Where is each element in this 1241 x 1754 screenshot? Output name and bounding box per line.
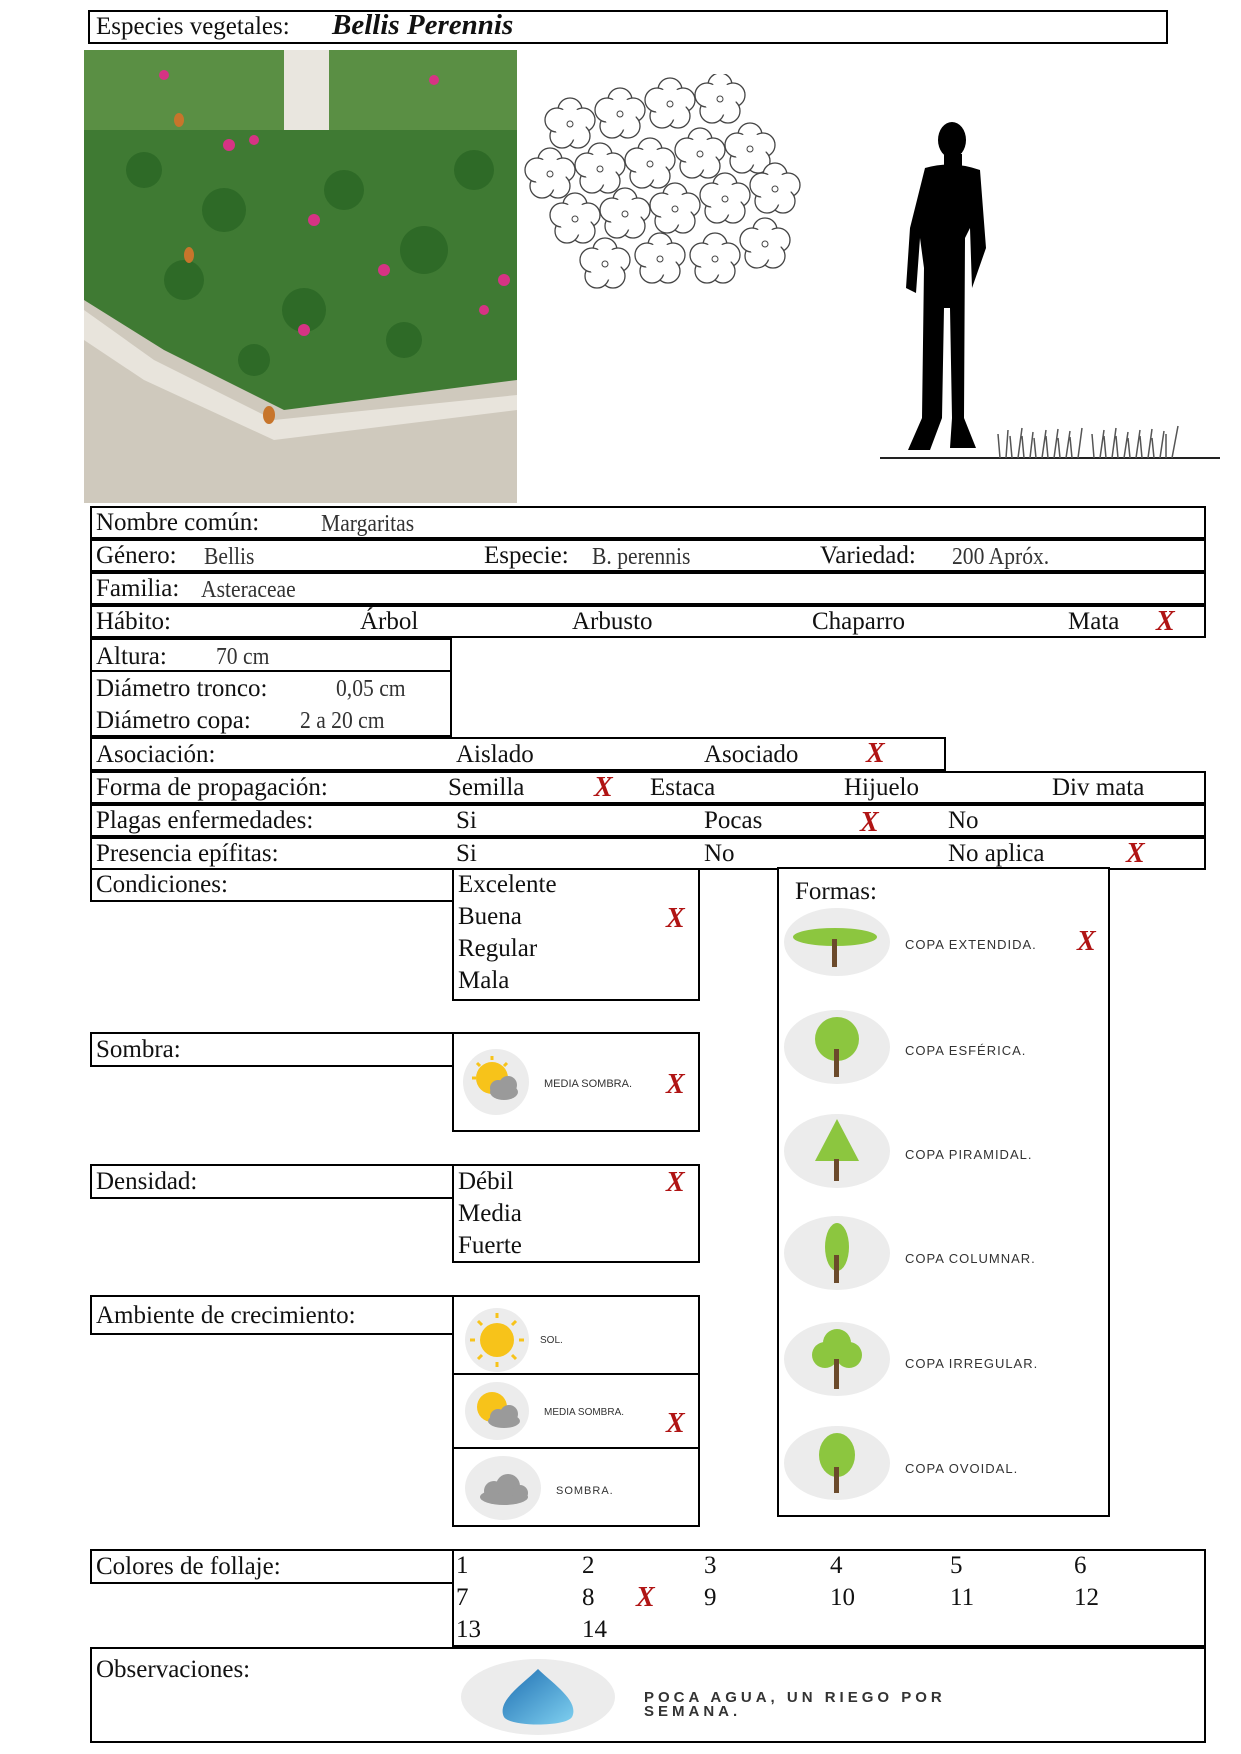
environment-divider-1 xyxy=(454,1373,700,1375)
foliage-number: 13 xyxy=(456,1616,481,1643)
ovoid-crown-tree-icon xyxy=(783,1425,891,1501)
half-shade-icon xyxy=(462,1048,530,1116)
sun-icon xyxy=(464,1307,530,1373)
forms-option-columnar: COPA COLUMNAR. xyxy=(905,1251,1036,1266)
conditions-option-bad: Mala xyxy=(458,967,510,994)
observations-box xyxy=(90,1647,1206,1743)
propagation-option-cutting: Estaca xyxy=(650,774,716,801)
columnar-crown-tree-icon xyxy=(783,1215,891,1291)
density-option-weak: Débil xyxy=(458,1168,514,1195)
foliage-number: 9 xyxy=(704,1584,717,1611)
foliage-number: 6 xyxy=(1074,1552,1087,1579)
forms-label: Formas: xyxy=(795,878,877,905)
habit-row xyxy=(90,605,1206,638)
propagation-row xyxy=(90,771,1206,804)
forms-box xyxy=(777,867,1110,1517)
half-shade-icon xyxy=(464,1381,530,1441)
shade-option-caption: MEDIA SOMBRA. xyxy=(544,1078,633,1090)
species-label: Especie: xyxy=(484,542,569,569)
epiphytes-option-no: No xyxy=(704,840,735,867)
foliage-number: 4 xyxy=(830,1552,843,1579)
foliage-number: 12 xyxy=(1074,1584,1099,1611)
cloud-icon xyxy=(464,1455,542,1521)
foliage-number: 3 xyxy=(704,1552,717,1579)
genus-label: Género: xyxy=(96,542,177,569)
habit-option-shrub: Arbusto xyxy=(572,608,653,635)
foliage-mark: X xyxy=(636,1582,655,1613)
observations-text-line1: POCA AGUA, UN RIEGO POR xyxy=(644,1689,946,1706)
association-option-isolated: Aislado xyxy=(456,741,534,768)
foliage-number: 10 xyxy=(830,1584,855,1611)
family-value: Asteraceae xyxy=(201,577,296,603)
environment-option-half-shade: MEDIA SOMBRA. xyxy=(544,1407,625,1418)
foliage-number: 11 xyxy=(950,1584,975,1611)
density-options-box xyxy=(452,1164,700,1263)
conditions-label: Condiciones: xyxy=(96,871,228,898)
measures-box xyxy=(90,638,452,737)
density-label-box xyxy=(90,1164,454,1199)
shade-label: Sombra: xyxy=(96,1036,181,1063)
association-option-associated: Asociado xyxy=(704,741,799,768)
propagation-label: Forma de propagación: xyxy=(96,774,328,801)
pyramidal-crown-tree-icon xyxy=(783,1113,891,1189)
header-label: Especies vegetales: xyxy=(96,13,290,40)
density-option-medium: Media xyxy=(458,1200,522,1227)
observations-text-line2: SEMANA. xyxy=(644,1703,742,1720)
measures-divider xyxy=(90,670,452,672)
propagation-option-division: Div mata xyxy=(1052,774,1145,801)
habit-mark: X xyxy=(1156,606,1175,637)
epiphytes-option-not-applicable: No aplica xyxy=(948,840,1045,867)
foliage-options-box xyxy=(452,1549,1206,1647)
epiphytes-mark: X xyxy=(1126,838,1145,869)
conditions-option-good: Buena xyxy=(458,903,522,930)
conditions-options-box xyxy=(452,870,700,1001)
pests-option-few: Pocas xyxy=(704,807,763,834)
habit-option-mata: Mata xyxy=(1068,608,1120,635)
habit-label: Hábito: xyxy=(96,608,171,635)
foliage-number: 14 xyxy=(582,1616,607,1643)
environment-option-shade: SOMBRA. xyxy=(556,1485,614,1497)
height-label: Altura: xyxy=(96,643,167,670)
trunk-label: Diámetro tronco: xyxy=(96,675,268,702)
taxonomy-row xyxy=(90,539,1206,572)
environment-label-box xyxy=(90,1295,454,1335)
variety-value: 200 Apróx. xyxy=(952,544,1050,570)
foliage-number: 8 xyxy=(582,1584,595,1611)
species-value: B. perennis xyxy=(592,544,691,570)
family-row xyxy=(90,572,1206,605)
foliage-number: 5 xyxy=(950,1552,963,1579)
crown-value: 2 a 20 cm xyxy=(300,708,385,734)
density-mark: X xyxy=(666,1167,685,1198)
genus-value: Bellis xyxy=(204,544,255,570)
environment-mark: X xyxy=(666,1408,685,1439)
habit-option-chaparro: Chaparro xyxy=(812,608,906,635)
spherical-crown-tree-icon xyxy=(783,1009,891,1085)
density-label: Densidad: xyxy=(96,1168,198,1195)
pests-option-no: No xyxy=(948,807,979,834)
plant-photo xyxy=(84,50,517,503)
header-box xyxy=(88,10,1168,44)
water-drop-icon xyxy=(460,1657,616,1737)
association-mark: X xyxy=(866,738,885,769)
environment-divider-2 xyxy=(454,1447,700,1449)
foliage-number: 7 xyxy=(456,1584,469,1611)
epiphytes-label: Presencia epífitas: xyxy=(96,840,279,867)
shade-options-box xyxy=(452,1032,700,1132)
conditions-label-box xyxy=(90,870,454,902)
human-scale-silhouette xyxy=(880,118,1220,478)
propagation-mark: X xyxy=(594,772,613,803)
shade-mark: X xyxy=(666,1069,685,1100)
shade-label-box xyxy=(90,1032,454,1067)
forms-mark: X xyxy=(1077,926,1096,957)
conditions-mark: X xyxy=(666,903,685,934)
common-name-row xyxy=(90,506,1206,539)
trunk-value: 0,05 cm xyxy=(336,676,406,702)
pests-mark: X xyxy=(860,807,879,838)
foliage-label: Colores de follaje: xyxy=(96,1553,281,1580)
association-row xyxy=(90,737,946,771)
density-option-strong: Fuerte xyxy=(458,1232,522,1259)
flower-cluster-symbol xyxy=(520,74,840,334)
forms-option-irregular: COPA IRREGULAR. xyxy=(905,1356,1039,1371)
observations-label: Observaciones: xyxy=(96,1656,251,1683)
common-name-label: Nombre común: xyxy=(96,509,260,536)
propagation-option-offshoot: Hijuelo xyxy=(844,774,919,801)
irregular-crown-tree-icon xyxy=(783,1321,891,1397)
crown-label: Diámetro copa: xyxy=(96,707,251,734)
forms-option-ovoid: COPA OVOIDAL. xyxy=(905,1461,1019,1476)
epiphytes-option-yes: Si xyxy=(456,840,477,867)
foliage-number: 1 xyxy=(456,1552,469,1579)
forms-option-spreading: COPA EXTENDIDA. xyxy=(905,937,1037,952)
conditions-option-excellent: Excelente xyxy=(458,871,557,898)
association-label: Asociación: xyxy=(96,741,216,768)
propagation-option-seed: Semilla xyxy=(448,774,525,801)
environment-options-box xyxy=(452,1295,700,1527)
pests-option-yes: Si xyxy=(456,807,477,834)
common-name-value: Margaritas xyxy=(321,511,415,537)
variety-label: Variedad: xyxy=(820,542,916,569)
family-label: Familia: xyxy=(96,575,180,602)
forms-option-spherical: COPA ESFÉRICA. xyxy=(905,1043,1027,1058)
pests-row xyxy=(90,804,1206,837)
species-title: Bellis Perennis xyxy=(332,9,514,41)
environment-option-sun: SOL. xyxy=(540,1335,563,1346)
pests-label: Plagas enfermedades: xyxy=(96,807,314,834)
conditions-option-regular: Regular xyxy=(458,935,538,962)
foliage-number: 2 xyxy=(582,1552,595,1579)
foliage-label-box xyxy=(90,1549,454,1584)
forms-option-pyramidal: COPA PIRAMIDAL. xyxy=(905,1147,1033,1162)
spreading-crown-tree-icon xyxy=(783,907,891,977)
environment-label: Ambiente de crecimiento: xyxy=(96,1302,356,1329)
epiphytes-row xyxy=(90,837,1206,870)
habit-option-tree: Árbol xyxy=(360,608,419,635)
height-value: 70 cm xyxy=(216,644,270,670)
